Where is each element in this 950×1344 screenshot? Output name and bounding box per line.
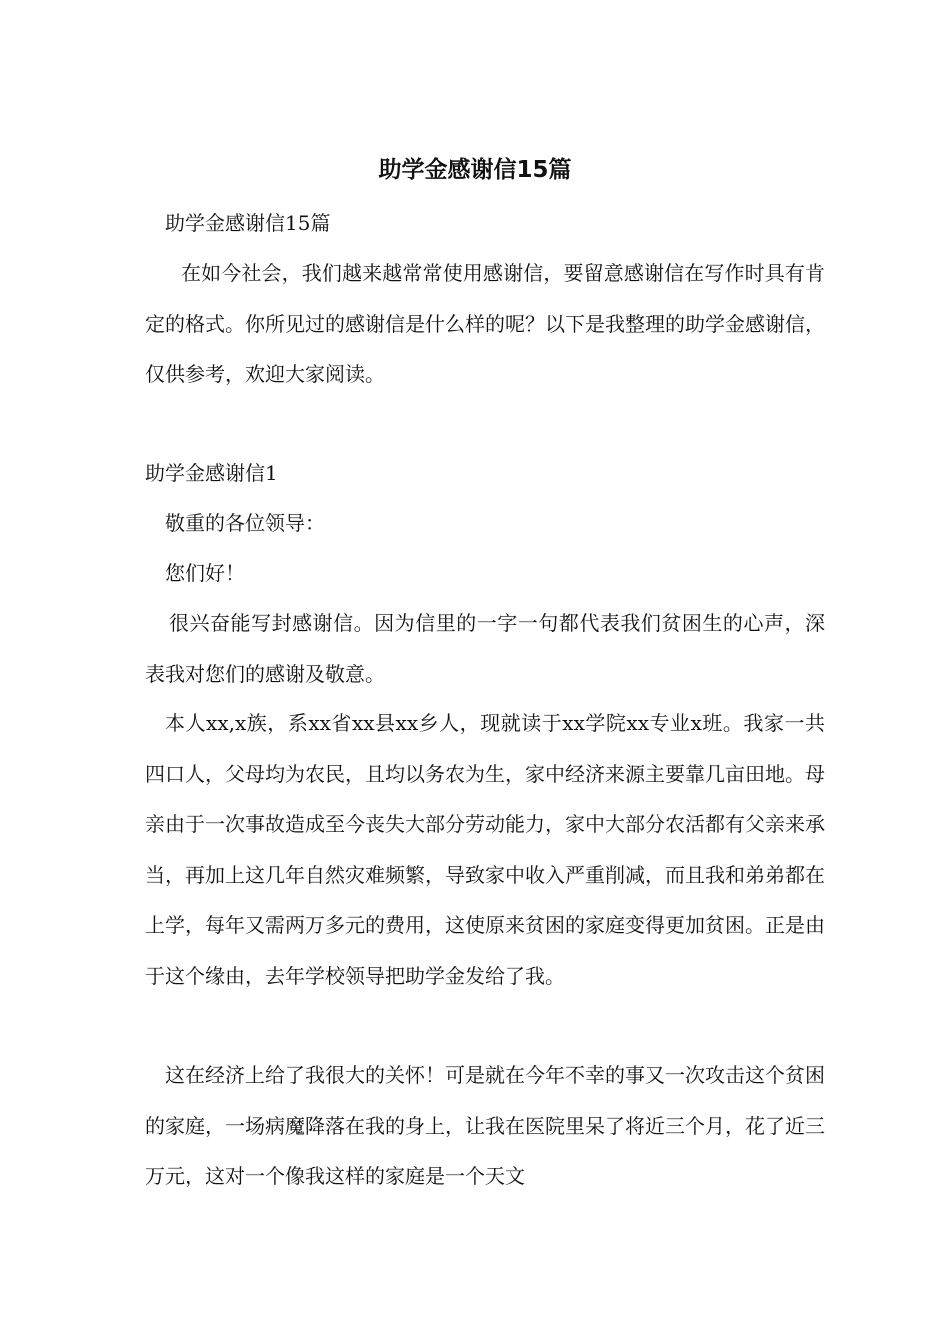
document-subtitle: 助学金感谢信15篇 xyxy=(165,211,331,235)
body-paragraph-1: 很兴奋能写封感谢信。因为信里的一字一句都代表我们贫困生的心声，深表我对您们的感谢及敬意。 xyxy=(145,611,825,686)
section-heading: 助学金感谢信1 xyxy=(145,461,278,485)
salutation: 敬重的各位领导： xyxy=(165,511,325,535)
intro-paragraph: 在如今社会，我们越来越常常使用感谢信，要留意感谢信在写作时具有肯定的格式。你所见过的感谢信是什么样的呢？以下是我整理的助学金感谢信，仅供参考，欢迎大家阅读。 xyxy=(145,261,825,386)
greeting: 您们好！ xyxy=(165,561,245,585)
body-paragraph-3: 这在经济上给了我很大的关怀！可是就在今年不幸的事又一次攻击这个贫困的家庭，一场病魔降落在我的身上，让我在医院里呆了将近三个月，花了近三万元，这对一个像我这样的家庭是一个天文 xyxy=(145,1063,825,1188)
body-paragraph-2: 本人xx,x族，系xx省xx县xx乡人，现就读于xx学院xx专业x班。我家一共四口人，父母均为农民，且均以务农为生，家中经济来源主要靠几亩田地。母亲由于一次事故造成至今丧失大部分劳动能力，家中大部分农活都有父亲来承当，再加上这几年自然灾难频繁，导致家中收入严重削减，而且我和弟弟都在上学，每年又需两万多元的费用，这使原来贫困的家庭变得更加贫困。正是由于这个缘由，去年学校领导把助学金发给了我。 xyxy=(145,711,825,988)
document-title: 助学金感谢信15篇 xyxy=(378,157,572,183)
